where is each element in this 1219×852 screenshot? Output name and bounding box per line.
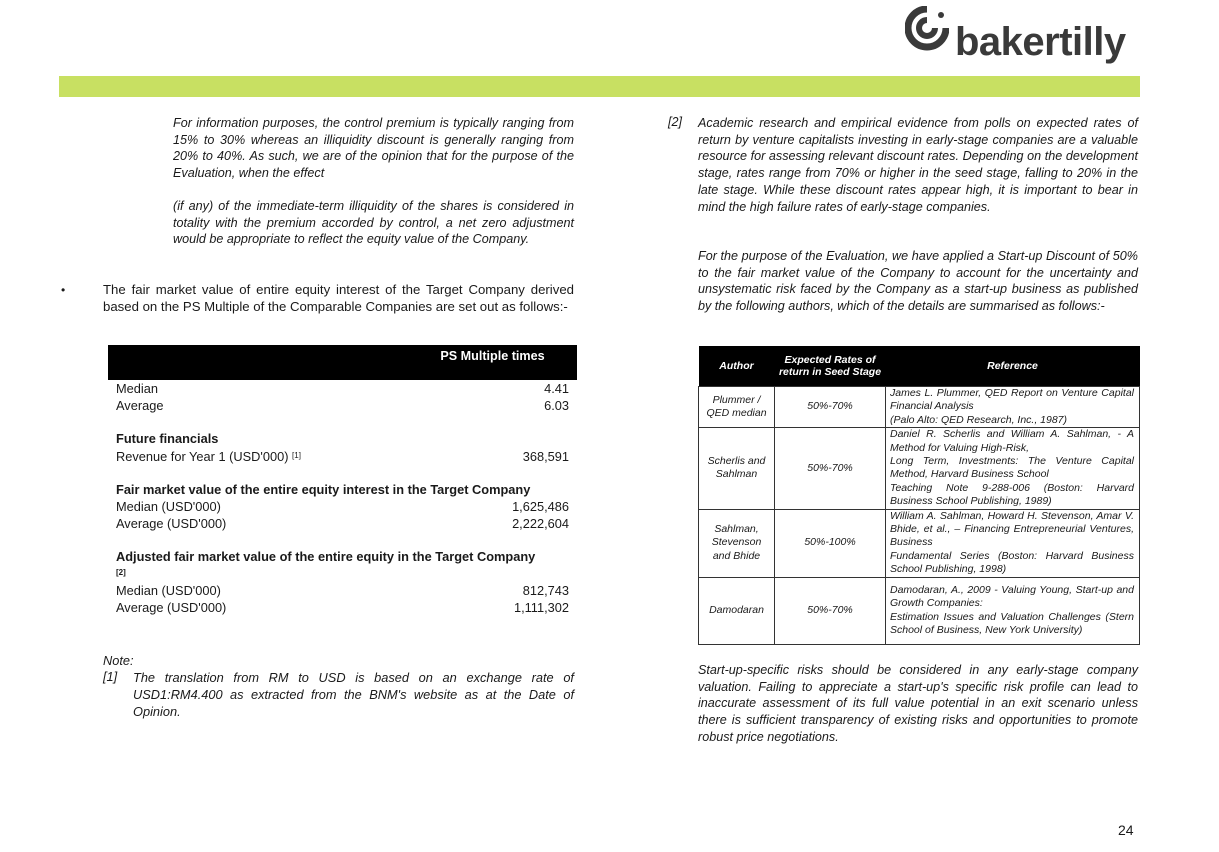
author-cell: Scherlis and Sahlman bbox=[699, 428, 775, 509]
row-value: 4.41 bbox=[544, 381, 569, 396]
row-label: Median (USD'000) bbox=[116, 583, 221, 598]
note-heading: Note: bbox=[103, 653, 134, 668]
adj-row-median bbox=[108, 582, 577, 599]
adjusted-fmv-title: Adjusted fair market value of the entire equity in the Target Company [2] bbox=[116, 549, 536, 577]
logo-text: bakertilly bbox=[955, 20, 1126, 64]
row-label: Median bbox=[116, 381, 158, 396]
academic-research-paragraph: Academic research and empirical evidence from polls on expected rates of return by venture capitalists investing in early-stage companies are a valuable resource for assessing relevant discount rates. Depending on the development stage, rates range from 70% or higher in the seed stage, falling to 20% in the late stage. While these discount rates appear high, it is important to bear in mind the high failure rates of early-stage companies. bbox=[698, 116, 1138, 214]
note-marker: [1] bbox=[103, 669, 118, 684]
startup-risk-paragraph: Start-up-specific risks should be considered in any early-stage company valuation. Failing to appreciate a start-up's specific risk profile can lead to inaccurate assessment of its full value potential in an exit scenario unless there is sufficient transparency of existing risks and opportunities to promote robust price negotiations. bbox=[698, 663, 1138, 744]
table-row bbox=[699, 577, 1140, 644]
illiquidity-paragraph: (if any) of the immediate-term illiquidity of the shares is considered in totality with the premium accorded by control, a net zero adjustment would be appropriate to reflect the equity value of the Company. bbox=[173, 199, 574, 247]
fmv-row-average bbox=[108, 515, 577, 532]
row-value: 2,222,604 bbox=[512, 516, 569, 531]
author-cell: Sahlman, Stevenson and Bhide bbox=[699, 509, 775, 577]
reference-header: Reference bbox=[886, 346, 1140, 387]
ps-table-header bbox=[108, 345, 577, 380]
rate-cell: 50%-70% bbox=[775, 428, 886, 509]
table-row bbox=[699, 428, 1140, 509]
rate-cell: 50%-70% bbox=[775, 387, 886, 428]
authors-table bbox=[698, 346, 1140, 645]
table-row bbox=[699, 509, 1140, 577]
row-label: Median (USD'000) bbox=[116, 499, 221, 514]
fmv-title: Fair market value of the entire equity interest in the Target Company bbox=[116, 481, 531, 497]
ps-row-median bbox=[108, 380, 577, 397]
author-cell: Damodaran bbox=[699, 577, 775, 644]
revenue-label: Revenue for Year 1 (USD'000) bbox=[116, 448, 289, 464]
revenue-footnote-ref: [1] bbox=[292, 450, 301, 460]
authors-table-header bbox=[699, 346, 1140, 387]
row-label: Average bbox=[116, 398, 164, 413]
bullet-marker: • bbox=[61, 283, 66, 297]
fmv-row-median bbox=[108, 498, 577, 515]
future-financials-title: Future financials bbox=[116, 431, 219, 446]
revenue-value: 368,591 bbox=[522, 448, 569, 464]
control-premium-paragraph: For information purposes, the control premium is typically ranging from 15% to 30% whereas an illiquidity discount is generally ranging from 20% to 40%. As such, we are of the opinion that for the purpose of the Evaluation, when the effect bbox=[173, 116, 574, 181]
adjusted-footnote-ref: [2] bbox=[116, 567, 126, 577]
ps-row-average bbox=[108, 397, 577, 414]
author-cell: Plummer / QED median bbox=[699, 387, 775, 428]
adj-row-average bbox=[108, 599, 577, 616]
reference-cell: William A. Sahlman, Howard H. Stevenson, Amar V. Bhide, et al., – Financing Entrepreneurial Ventures, Business Fundamental Series (Boston: Harvard Business School Publishing, 1998) bbox=[886, 509, 1140, 577]
author-header: Author bbox=[699, 346, 775, 387]
reference-cell: James L. Plummer, QED Report on Venture Capital Financial Analysis (Palo Alto: QED Research, Inc., 1987) bbox=[886, 387, 1140, 428]
ps-multiple-header: PS Multiple times bbox=[440, 349, 545, 363]
page-number: 24 bbox=[1118, 822, 1134, 838]
revenue-row bbox=[108, 448, 577, 465]
header-accent-bar bbox=[59, 76, 1140, 97]
rate-cell: 50%-70% bbox=[775, 577, 886, 644]
row-value: 812,743 bbox=[522, 583, 569, 598]
row-value: 1,111,302 bbox=[513, 600, 569, 615]
row-value: 6.03 bbox=[544, 398, 569, 413]
row-label: Average (USD'000) bbox=[116, 516, 227, 531]
table-row bbox=[699, 387, 1140, 428]
fair-market-value-intro: The fair market value of entire equity interest of the Target Company derived based on the PS Multiple of the Comparable Companies are set out as follows:- bbox=[103, 282, 574, 314]
footnote-2-marker: [2] bbox=[668, 115, 683, 129]
rate-cell: 50%-100% bbox=[775, 509, 886, 577]
reference-cell: Daniel R. Scherlis and William A. Sahlman, - A Method for Valuing High-Risk, Long Term, Investments: The Venture Capital Method, Harvard Business School Teaching Note 9-288-006 (Boston: Harvard Business School Publishing, 1989) bbox=[886, 428, 1140, 509]
reference-cell: Damodaran, A., 2009 - Valuing Young, Start-up and Growth Companies: Estimation Issues and Valuation Challenges (Stern School of Business, New York University) bbox=[886, 577, 1140, 644]
ps-multiple-table bbox=[108, 345, 577, 616]
logo-mark-icon bbox=[905, 6, 949, 52]
row-label: Average (USD'000) bbox=[116, 600, 227, 615]
note-text: The translation from RM to USD is based on an exchange rate of USD1:RM4.400 as extracted from the BNM's website as at the Date of Opinion. bbox=[133, 670, 574, 719]
rates-header: Expected Rates of return in Seed Stage bbox=[775, 346, 886, 387]
startup-discount-paragraph: For the purpose of the Evaluation, we have applied a Start-up Discount of 50% to the fair market value of the Company to account for the uncertainty and unsystematic risk faced by the Company as a start-up business as published by the following authors, which of the details are summarised as follows:- bbox=[698, 249, 1138, 314]
row-value: 1,625,486 bbox=[512, 499, 569, 514]
company-logo bbox=[905, 6, 1141, 68]
